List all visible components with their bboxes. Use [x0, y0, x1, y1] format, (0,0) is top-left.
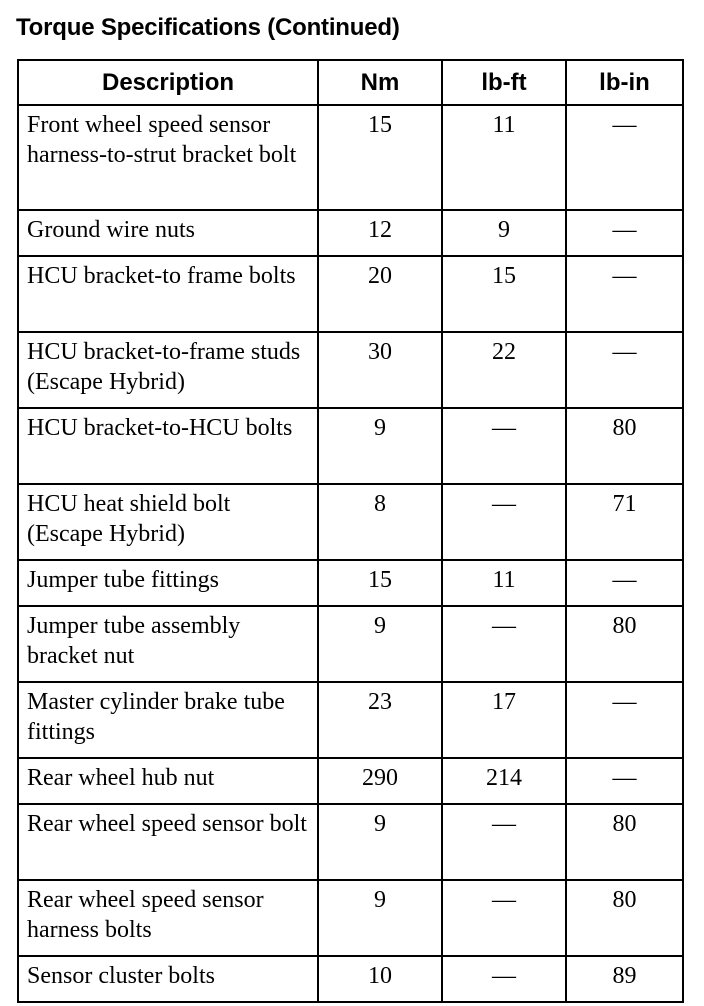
lb-ft-cell: 15 — [442, 256, 566, 332]
table-row — [18, 332, 683, 408]
lb-in-cell: 71 — [566, 484, 683, 560]
column-header-lb-in: lb-in — [566, 60, 683, 105]
description-cell: Rear wheel speed sensor bolt — [18, 804, 318, 880]
table-row — [18, 880, 683, 956]
lb-ft-cell: 214 — [442, 758, 566, 804]
nm-cell: 20 — [318, 256, 442, 332]
lb-ft-cell: — — [442, 804, 566, 880]
table-row — [18, 210, 683, 256]
description-cell: Ground wire nuts — [18, 210, 318, 256]
description-cell: Rear wheel speed sensor harness bolts — [18, 880, 318, 956]
description-cell: HCU heat shield bolt (Escape Hybrid) — [18, 484, 318, 560]
table-row — [18, 606, 683, 682]
table-row — [18, 256, 683, 332]
nm-cell: 9 — [318, 804, 442, 880]
table-header-row — [18, 60, 683, 105]
lb-in-cell: — — [566, 105, 683, 210]
description-cell: HCU bracket-to-frame studs (Escape Hybrid) — [18, 332, 318, 408]
description-cell: Master cylinder brake tube fittings — [18, 682, 318, 758]
lb-in-cell: 89 — [566, 956, 683, 1002]
nm-cell: 8 — [318, 484, 442, 560]
lb-ft-cell: 11 — [442, 105, 566, 210]
nm-cell: 30 — [318, 332, 442, 408]
lb-ft-cell: 11 — [442, 560, 566, 606]
description-cell: Jumper tube fittings — [18, 560, 318, 606]
nm-cell: 9 — [318, 408, 442, 484]
table-row — [18, 560, 683, 606]
description-cell: HCU bracket-to-HCU bolts — [18, 408, 318, 484]
column-header-nm: Nm — [318, 60, 442, 105]
lb-ft-cell: — — [442, 606, 566, 682]
lb-ft-cell: — — [442, 408, 566, 484]
nm-cell: 15 — [318, 105, 442, 210]
nm-cell: 15 — [318, 560, 442, 606]
torque-specifications-table — [17, 59, 684, 1003]
lb-in-cell: 80 — [566, 880, 683, 956]
lb-in-cell: — — [566, 758, 683, 804]
lb-in-cell: 80 — [566, 408, 683, 484]
nm-cell: 9 — [318, 606, 442, 682]
column-header-description: Description — [18, 60, 318, 105]
lb-ft-cell: — — [442, 484, 566, 560]
lb-ft-cell: 17 — [442, 682, 566, 758]
column-header-lb-ft: lb-ft — [442, 60, 566, 105]
description-cell: Front wheel speed sensor harness-to-strut bracket bolt — [18, 105, 318, 210]
lb-ft-cell: — — [442, 956, 566, 1002]
table-row — [18, 408, 683, 484]
table-row — [18, 804, 683, 880]
description-cell: Jumper tube assembly bracket nut — [18, 606, 318, 682]
nm-cell: 9 — [318, 880, 442, 956]
nm-cell: 290 — [318, 758, 442, 804]
lb-in-cell: — — [566, 256, 683, 332]
description-cell: HCU bracket-to frame bolts — [18, 256, 318, 332]
lb-ft-cell: — — [442, 880, 566, 956]
description-cell: Rear wheel hub nut — [18, 758, 318, 804]
page-title: Torque Specifications (Continued) — [16, 14, 400, 41]
table-row — [18, 484, 683, 560]
table-row — [18, 682, 683, 758]
table-row — [18, 758, 683, 804]
lb-ft-cell: 22 — [442, 332, 566, 408]
lb-ft-cell: 9 — [442, 210, 566, 256]
lb-in-cell: — — [566, 210, 683, 256]
lb-in-cell: — — [566, 560, 683, 606]
nm-cell: 23 — [318, 682, 442, 758]
description-cell: Sensor cluster bolts — [18, 956, 318, 1002]
lb-in-cell: — — [566, 332, 683, 408]
table-row — [18, 105, 683, 210]
nm-cell: 10 — [318, 956, 442, 1002]
nm-cell: 12 — [318, 210, 442, 256]
lb-in-cell: — — [566, 682, 683, 758]
lb-in-cell: 80 — [566, 804, 683, 880]
table-row — [18, 956, 683, 1002]
lb-in-cell: 80 — [566, 606, 683, 682]
